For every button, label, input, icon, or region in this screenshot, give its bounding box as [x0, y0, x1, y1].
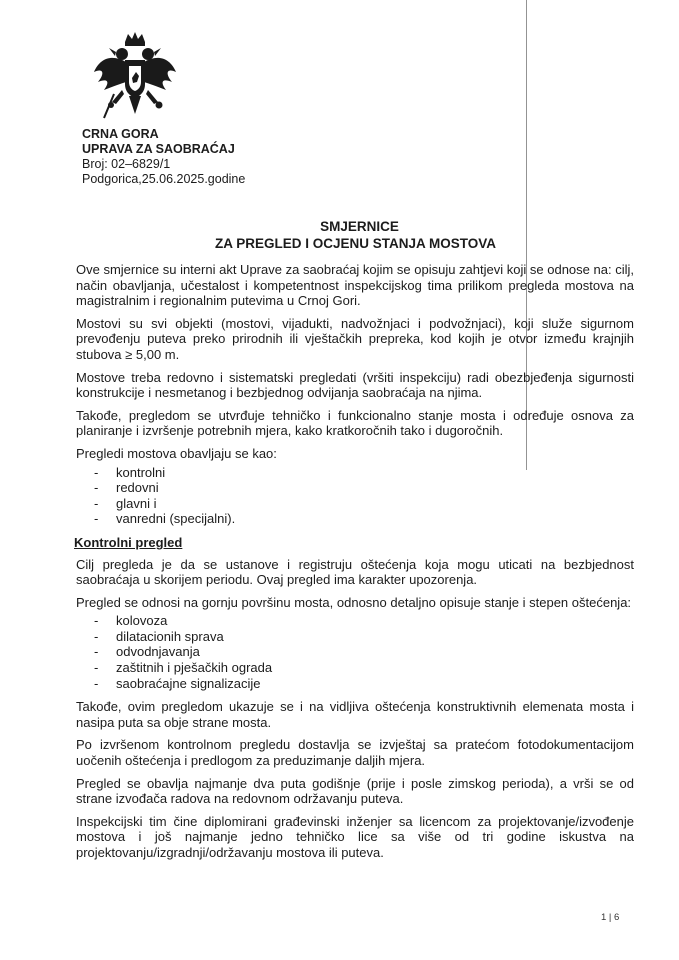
paragraph-10: Pregled se obavlja najmanje dva puta godišnje (prije i posle zimskog perioda), a vrši se od strane izvođača radova na redovnom održavanju puteva.: [76, 775, 634, 807]
paragraph-3: Mostove treba redovno i sistematski pregledati (vršiti inspekciju) radi obezbjeđenja sigurnosti konstrukcije i nesmetanog i bezbjednog odvijanja saobraćaja na njima.: [76, 369, 634, 401]
paragraph-7: Pregled se odnosi na gornju površinu mosta, odnosno detaljno opisuje stanje i stepen oštećenja:: [76, 594, 632, 610]
header-country: CRNA GORA: [82, 127, 159, 141]
inspected-elements-list: [94, 613, 634, 691]
paragraph-5: Pregledi mostova obavljaju se kao:: [76, 445, 277, 461]
coat-of-arms-icon: [92, 32, 178, 122]
section-heading-kontrolni: Kontrolni pregled: [74, 534, 183, 550]
list-item: - kolovoza: [94, 613, 634, 629]
header-number: Broj: 02–6829/1: [82, 157, 171, 171]
paragraph-8: Takođe, ovim pregledom ukazuje se i na vidljiva oštećenja konstruktivnih elemenata mosta i nasipa puta sa obje strane mosta.: [76, 699, 634, 730]
paragraph-4: Takođe, pregledom se utvrđuje tehničko i funkcionalno stanje mosta i određuje osnova za planiranje i izvršenje potrebnih mjera, kako kratkoročnih tako i dugoročnih.: [76, 407, 634, 439]
page-number: 1 | 6: [601, 912, 620, 923]
list-item: - redovni: [94, 480, 634, 496]
paragraph-11: Inspekcijski tim čine diplomirani građevinski inženjer sa licencom za projektovanje/izvođenje mostova i još najmanje jedno tehničko lice sa više od tri godine iskustva na projektovanju/izgradnji/održavanju mostova ili puteva.: [76, 813, 634, 860]
list-item: - vanredni (specijalni).: [94, 511, 634, 527]
list-item: - glavni i: [94, 496, 634, 512]
list-item: - odvodnjavanja: [94, 644, 634, 660]
paragraph-6: Cilj pregleda je da se ustanove i registruju oštećenja koja mogu uticati na bezbjednost saobraćaja u skorijem periodu. Ovaj pregled ima karakter upozorenja.: [76, 556, 634, 588]
document-header: [82, 127, 245, 187]
header-place-date: Podgorica,25.06.2025.godine: [82, 172, 246, 186]
list-item: - zaštitnih i pješačkih ograda: [94, 660, 634, 676]
inspection-types-list: [94, 465, 634, 527]
title-line-2: ZA PREGLED I OCJENU STANJA MOSTOVA: [214, 236, 497, 251]
document-title: [0, 218, 679, 252]
title-line-1: SMJERNICE: [320, 219, 399, 234]
document-body: [76, 262, 634, 868]
list-item: - kontrolni: [94, 465, 634, 481]
paragraph-1: Ove smjernice su interni akt Uprave za saobraćaj kojim se opisuju zahtjevi koji se odnose na: cilj, način obavljanja, učestalost i kompetentnost inspekcijskog tima prilikom pregleda mostova na magistralnim i regionalnim putevima u Crnoj Gori.: [76, 262, 634, 309]
list-item: - dilatacionih sprava: [94, 629, 634, 645]
paragraph-2: Mostovi su svi objekti (mostovi, vijadukti, nadvožnjaci i podvožnjaci), koji služe sigurnom prevođenju puteva preko prirodnih ili vještačkih prepreka, kod kojih je otvor između krajnjih stubova ≥ 5,00 m.: [76, 315, 634, 362]
header-agency: UPRAVA ZA SAOBRAĆAJ: [82, 142, 235, 156]
list-item: - saobraćajne signalizacije: [94, 676, 634, 692]
paragraph-9: Po izvršenom kontrolnom pregledu dostavlja se izvještaj sa pratećom fotodokumentacijom uočenih oštećenja i predlogom za preduzimanje daljih mjera.: [76, 737, 634, 769]
